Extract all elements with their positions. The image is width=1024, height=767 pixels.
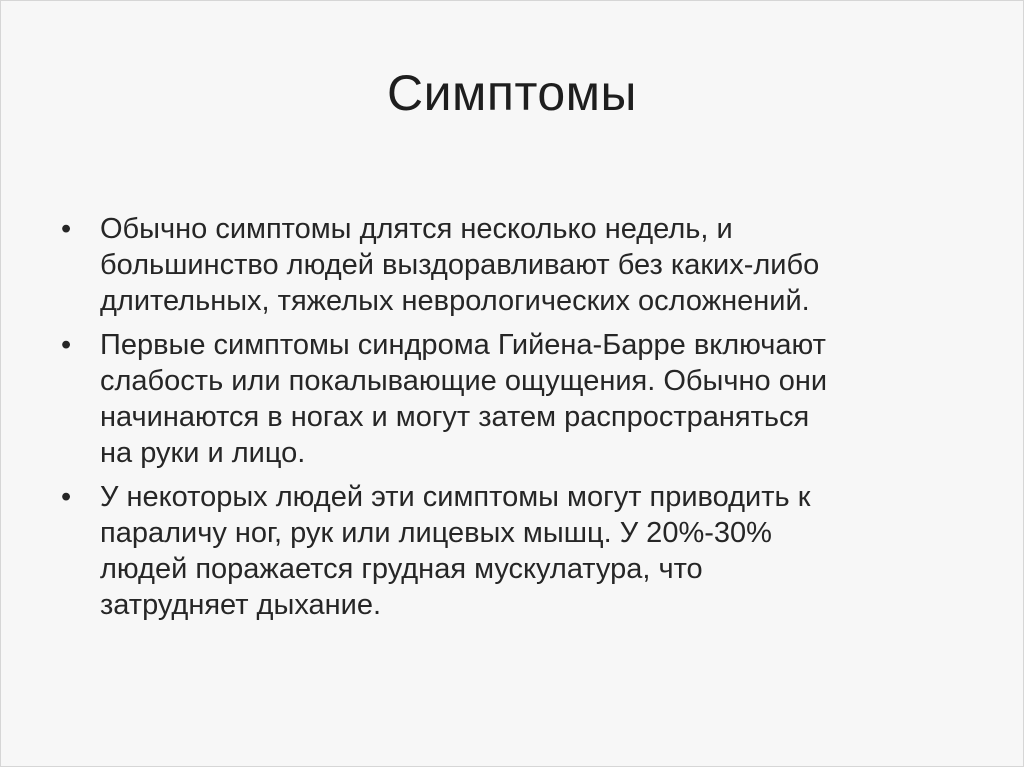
bullet-text-line: слабость или покалывающие ощущения. Обычно они — [100, 365, 828, 397]
bullet-text-line: У некоторых людей эти симптомы могут приводить к — [100, 481, 811, 513]
bullet-text-line: на руки и лицо. — [100, 437, 306, 469]
bullet-icon: • — [61, 329, 72, 361]
bullet-text-line: параличу ног, рук или лицевых мышц. У 20%-30% — [100, 517, 772, 549]
bullet-text-line: Первые симптомы синдрома Гийена-Барре включают — [100, 329, 826, 361]
bullet-text-line: Обычно симптомы длятся несколько недель, и — [100, 213, 733, 245]
slide-title: Симптомы — [387, 65, 637, 121]
bullet-text-line: затрудняет дыхание. — [100, 589, 382, 621]
bullet-text-line: длительных, тяжелых неврологических осложнений. — [100, 285, 810, 317]
bullet-item — [59, 211, 959, 319]
bullet-icon: • — [61, 213, 72, 245]
bullet-text-line: начинаются в ногах и могут затем распространяться — [100, 401, 810, 433]
bullet-text-line: людей поражается грудная мускулатура, что — [100, 553, 703, 585]
bullet-item — [59, 327, 959, 471]
bullet-icon: • — [61, 481, 72, 513]
bullet-item — [59, 479, 959, 623]
bullet-list — [59, 211, 959, 631]
bullet-text-line: большинство людей выздоравливают без каких-либо — [100, 249, 820, 281]
